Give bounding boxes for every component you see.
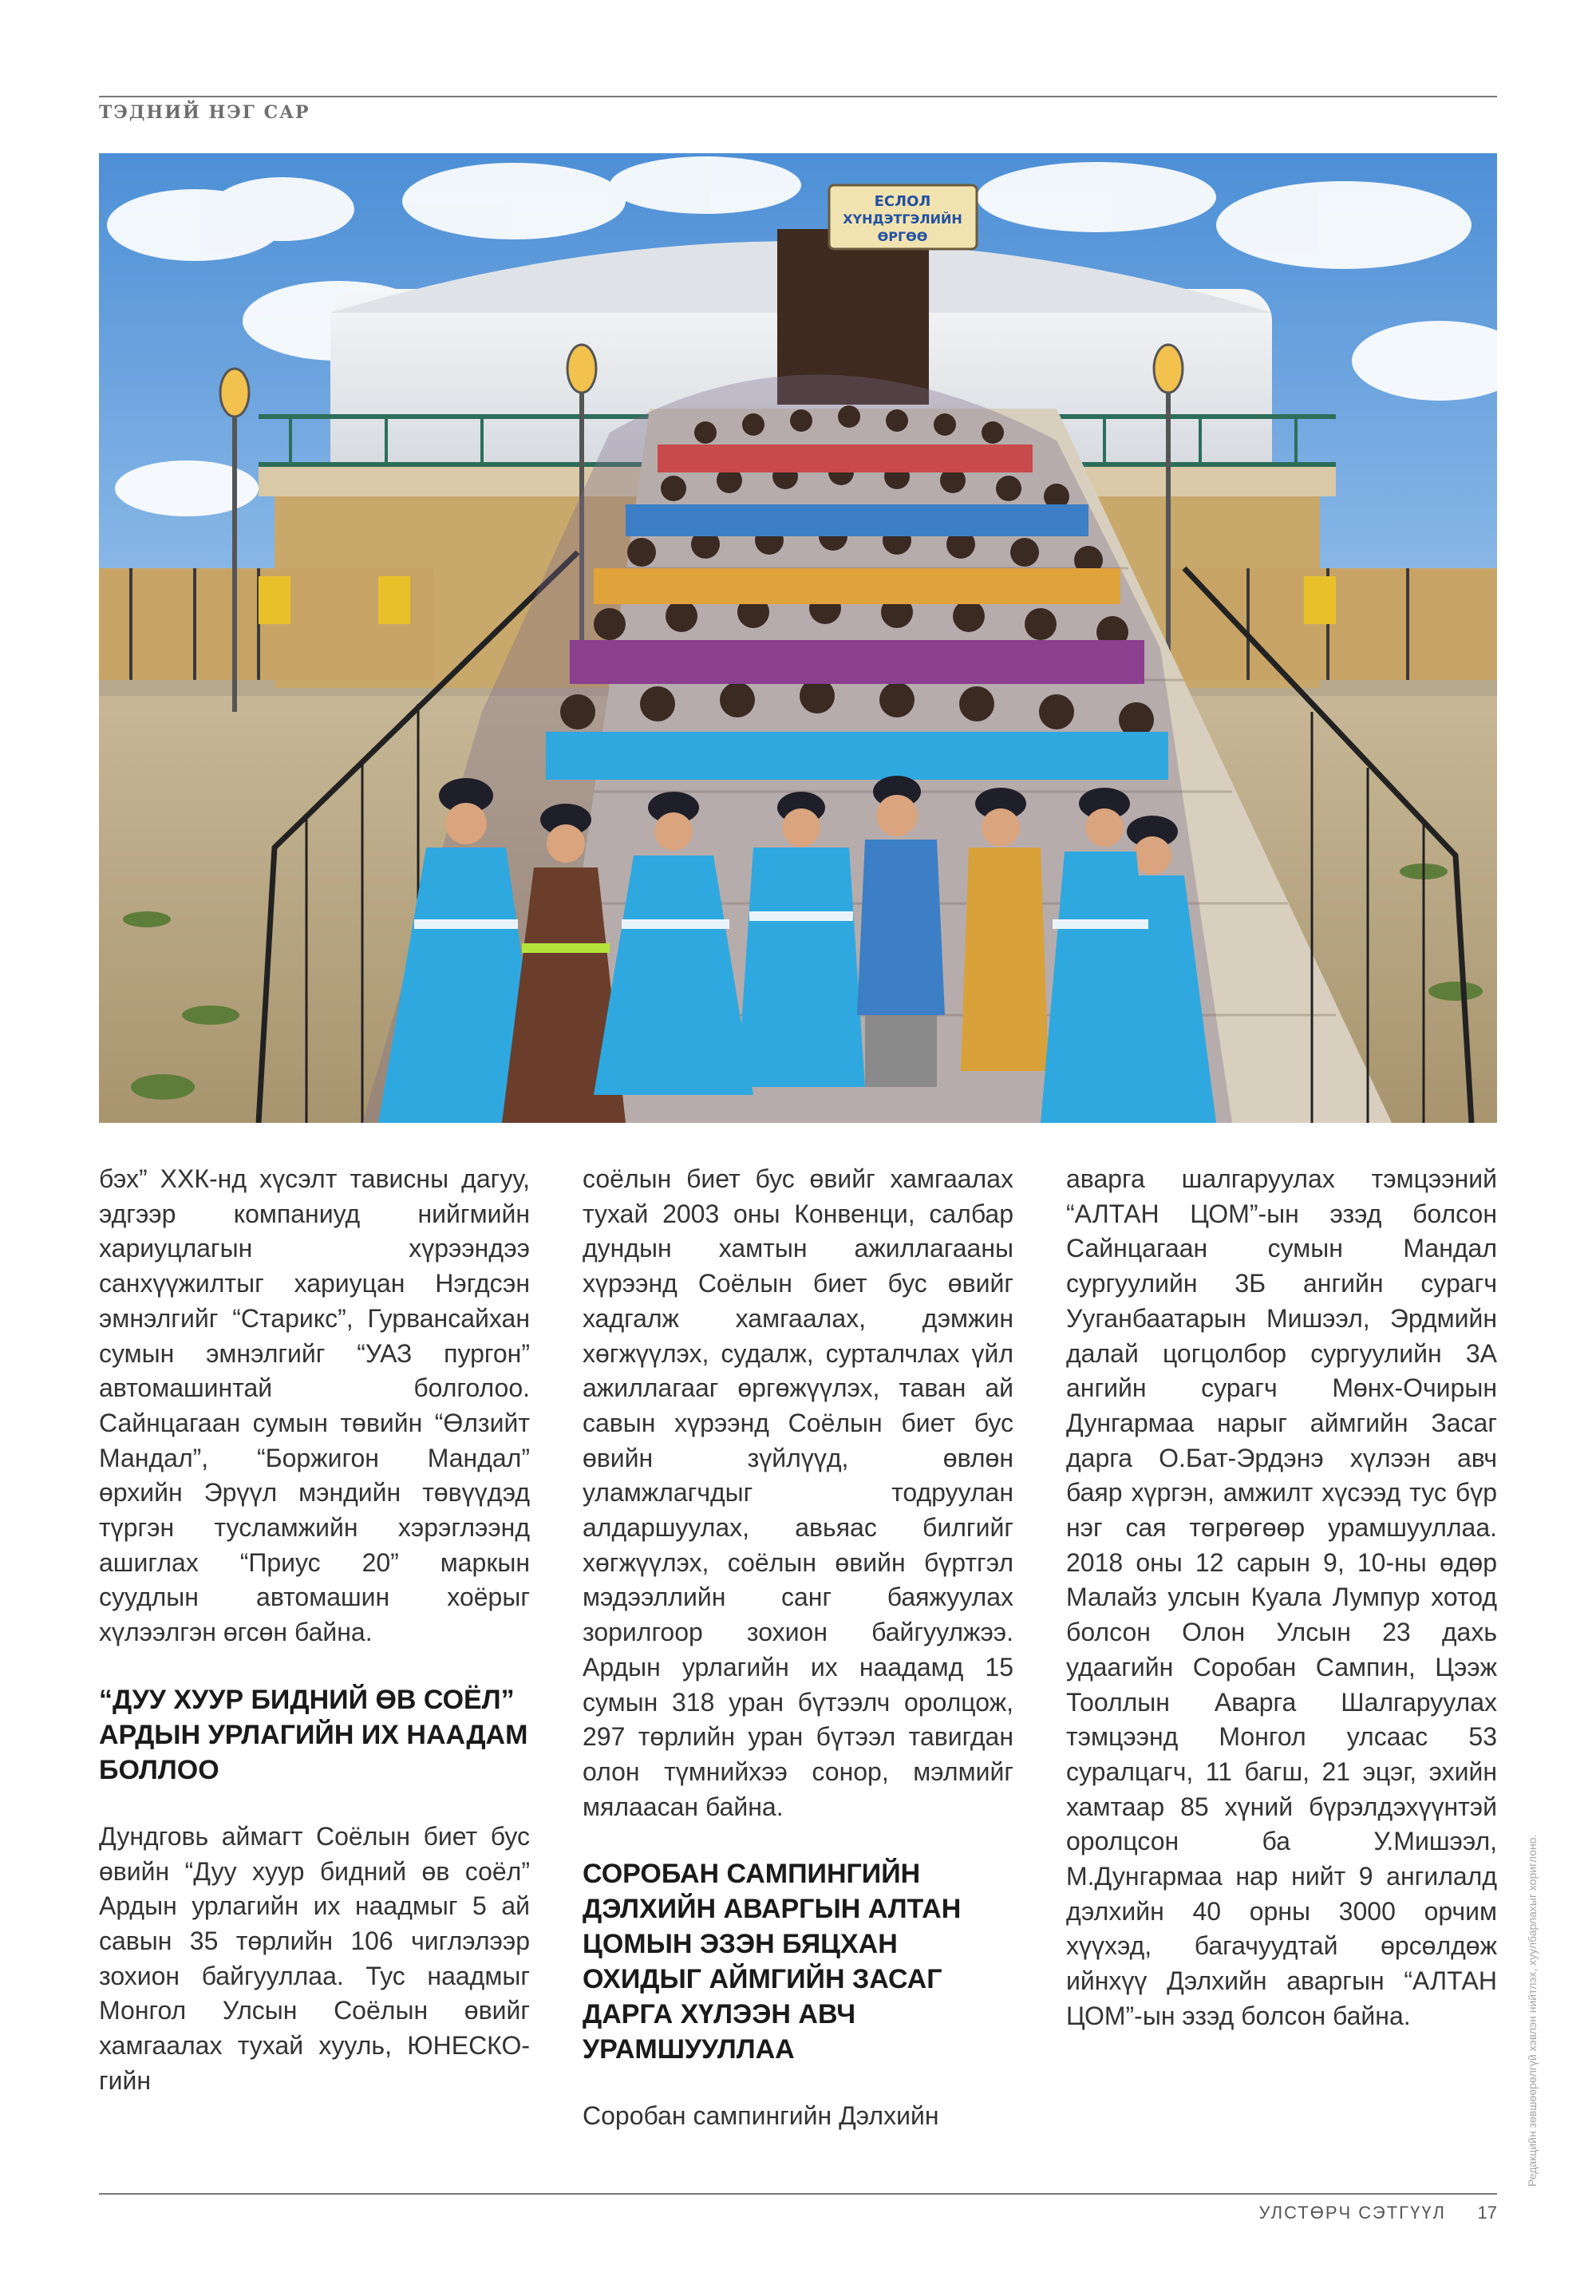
column-1-paragraph-1: бэх” ХХК-нд хүсэлт тависны дагуу, эдгээр компаниуд нийгмийн хариуцлагын хүрээндээ санхүүжилтыг хариуцан Нэгдсэн эмнэлгийг “Старикс”, Гурвансайхан сумын эмнэлгийг “УАЗ пургон” автомашинтай болголоо. Сайнцагаан сумын төвийн “Өлзийт Мандал”, “Боржигон Мандал” өрхийн Эрүүл мэндийн төвүүдэд түргэн тусламжийн хэрэглээнд ашиглах “Приус 20” маркын суудлын автомашин хоёрыг хүлээлгэн өгсөн байна. [99,1164,530,1647]
heading-duu-huur: “ДУУ ХУУР БИДНИЙ ӨВ СОЁЛ” АРДЫН УРЛАГИЙН ИХ НААДАМ БОЛЛОО [99,1684,528,1785]
section-label: ТЭДНИЙ НЭГ САР [99,102,310,123]
column-2-paragraph-1: соёлын биет бус өвийг хамгаалах тухай 2003 оны Конвенци, салбар дундын хамтын ажиллагааны хүрээнд Соёлын биет бус өвийг хадгалж хамгаалах, дэмжин хөгжүүлэх, судалж, сурталчлах үйл ажиллагааг өргөжүүлэх, таван ай савын хүрээнд Соёлын биет бус өвийн зүйлүүд, өвлөн уламжлагчдыг тодруулан алдаршуулах, авьяас билгийг хөгжүүлэх, соёлын өвийн бүртгэл мэдээллийн санг баяжуулах зорилгоор зохион байгуулжээ. Ардын урлагийн их наадамд 15 сумын 318 уран бүтээлч оролцож, 297 төрлийн уран бүтээл тавигдан олон түмнийхээ сонор, мэлмийг мялаасан байна. [583,1164,1013,1821]
building-sign-line-1: ЕСЛОЛ [874,193,931,210]
magazine-name: УЛСТӨРЧ СЭТГҮҮЛ [1258,2203,1446,2223]
building-sign-line-3: ӨРГӨӨ [877,229,928,244]
column-3-paragraph-1: аварга шалгаруулах тэмцээний “АЛТАН ЦОМ”-ын эзэд болсон Сайнцагаан сумын Мандал сургуулийн 3Б ангийн сурагч Ууганбаатарын Мишээл, Эрдмийн далай цогцолбор сургуулийн 3А ангийн сурагч Мөнх-Очирын Дунгармаа нарыг аймгийн Засаг дарга О.Бат-Эрдэнэ хүлээн авч баяр хүргэн, амжилт хүсээд тус бүр нэг сая төгрөгөөр урамшууллаа. 2018 оны 12 сарын 9, 10-ны өдөр Малайз улсын Куала Лумпур хотод болсон Олон Улсын 23 дахь удаагийн Соробан Сампин, Цээж Тооллын Аварга Шалгаруулах тэмцээнд Монгол улсаас 53 суралцагч, 11 багш, 21 эцэг, эхийн хамтаар 85 хүний бүрэлдэхүүнтэй оролцсон ба У.Мишээл, М.Дунгармаа нар нийт 9 ангилалд дэлхийн 40 орны 3000 орчим хүүхэд, багачуудтай өрсөлдөж ийнхүү Дэлхийн аваргын “АЛТАН ЦОМ”-ын эзэд болсон байна. [1066,1164,1497,2030]
group-photo-illustration [99,153,1497,1123]
column-2-paragraph-2: Соробан сампингийн Дэлхийн [583,2101,939,2131]
footer-rule [99,2193,1497,2195]
group-photo [99,153,1497,1123]
heading-soroban: СОРОБАН САМПИНГИЙН ДЭЛХИЙН АВАРГЫН АЛТАН ЦОМЫН ЭЗЭН БЯЦХАН ОХИДЫГ АЙМГИЙН ЗАСАГ ДАРГА ХҮЛЭЭН АВЧ УРАМШУУЛЛАА [583,1859,962,2065]
header-rule [99,96,1497,97]
article-column-2 [583,1162,1013,2134]
article-column-1 [99,1162,530,2098]
page-number: 17 [1477,2203,1497,2223]
copyright-note: Редакцийн зөвшөөрөлгүй хэвлэн нийтлэх, хуулбарлахыг хориглоно. [1526,1834,1539,2187]
article-column-3 [1066,1162,1497,2034]
building-sign-line-2: ХҮНДЭТГЭЛИЙН [843,211,962,227]
column-1-paragraph-2: Дундговь аймагт Соёлын биет бус өвийн “Дуу хуур бидний өв соёл” Ардын урлагийн их наадмыг 5 ай савын 35 төрлийн 106 чиглэлээр зохион байгууллаа. Тус наадмыг Монгол Улсын Соёлын өвийг хамгаалах тухай хууль, ЮНЕСКО-гийн [99,1821,530,2095]
